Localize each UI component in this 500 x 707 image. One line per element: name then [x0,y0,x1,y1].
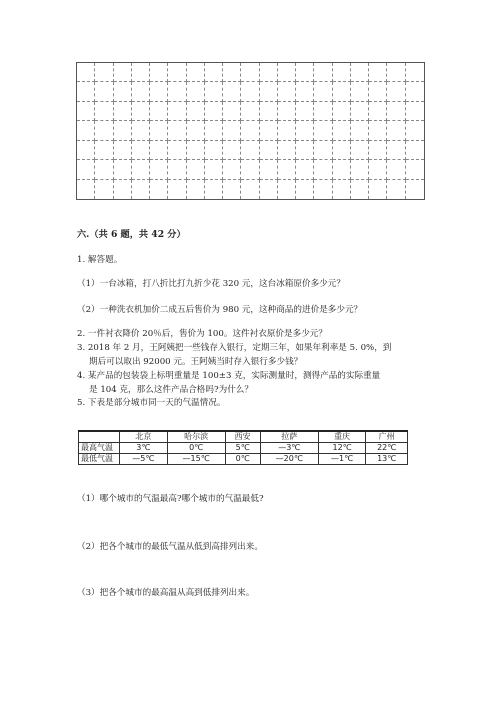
grid-cell [278,121,296,140]
temperature-cell: 22℃ [366,443,408,454]
grid-cell [296,180,314,199]
grid-cell [77,102,95,121]
grid-cell [205,82,223,101]
grid-cell [114,102,132,121]
grid-cell [278,102,296,121]
grid-cell [223,180,241,199]
grid-cell [168,121,186,140]
grid-cell [351,160,369,179]
grid-cell [114,160,132,179]
grid-cell [168,180,186,199]
grid-cell [168,63,186,82]
grid-cell [205,102,223,121]
temperature-cell: 0℃ [167,443,225,454]
grid-cell [241,102,259,121]
grid-cell [278,63,296,82]
grid-cell [369,102,387,121]
grid-cell [95,102,113,121]
grid-cell [241,121,259,140]
grid-cell [314,180,332,199]
grid-cell [223,63,241,82]
city-header: 西安 [225,431,260,443]
grid-cell [187,180,205,199]
grid-cell [150,121,168,140]
grid-cell [260,82,278,101]
grid-cell [132,102,150,121]
grid-cell [223,82,241,101]
grid-cell [406,82,424,101]
grid-cell [114,180,132,199]
grid-cell [223,121,241,140]
grid-cell [114,63,132,82]
grid-cell [150,63,168,82]
grid-cell [260,180,278,199]
grid-cell [260,141,278,160]
grid-cell [205,63,223,82]
grid-cell [369,160,387,179]
grid-cell [260,160,278,179]
grid-cell [241,160,259,179]
grid-cell [223,102,241,121]
question-4-line-2: 是 104 克，那么这件产品合格吗?为什么？ [89,385,253,395]
grid-cell [205,160,223,179]
grid-cell [278,160,296,179]
grid-cell [314,102,332,121]
grid-cell [77,82,95,101]
temperature-cell: 5℃ [225,443,260,454]
section-heading: 六.（共 6 题，共 42 分） [77,229,186,240]
grid-cell [333,160,351,179]
grid-cell [314,141,332,160]
grid-cell [95,180,113,199]
grid-cell [351,63,369,82]
table-header-row [79,431,408,443]
grid-cell [296,102,314,121]
grid-cell [333,121,351,140]
grid-cell [150,82,168,101]
grid-cell [150,180,168,199]
grid-cell [406,102,424,121]
grid-cell [296,63,314,82]
grid-cell [114,141,132,160]
grid-cell [150,141,168,160]
grid-cell [278,82,296,101]
question-4-line-1: 4. 某产品的包装袋上标明重量是 100±3 克，实际测量时，测得产品的实际重量 [77,371,381,381]
grid-cell [314,160,332,179]
grid-cell [387,160,405,179]
city-header: 北京 [120,431,168,443]
city-header: 广州 [366,431,408,443]
question-1-part-2: （2）一种洗衣机加价二成五后售价为 980 元，这种商品的进价是多少元？ [77,305,363,315]
grid-cell [260,63,278,82]
grid-cell [187,82,205,101]
grid-cell [132,141,150,160]
grid-cell [168,160,186,179]
question-1-title: 1. 解答题。 [77,255,123,265]
grid-cell [369,141,387,160]
grid-cell [150,160,168,179]
grid-cell [406,63,424,82]
grid-cell [333,63,351,82]
table-row [79,454,408,465]
grid-cell [95,82,113,101]
grid-cell [132,160,150,179]
grid-cell [132,180,150,199]
grid-cell [77,121,95,140]
question-5-part-1: （1）哪个城市的气温最高?哪个城市的气温最低? [77,494,264,504]
temperature-cell: —20℃ [260,454,318,465]
grid-cell [387,141,405,160]
grid-cell [369,82,387,101]
grid-cell [95,141,113,160]
grid-cell [278,141,296,160]
grid-cell [351,82,369,101]
grid-cell [351,121,369,140]
grid-cell [77,180,95,199]
grid-cell [95,63,113,82]
grid-cell [333,141,351,160]
question-5-part-2: （2）把各个城市的最低气温从低到高排列出来。 [77,542,263,552]
grid-cell [314,82,332,101]
grid-cell [351,141,369,160]
temperature-cell: —3℃ [260,443,318,454]
grid-cell [205,121,223,140]
grid-cell [223,141,241,160]
table-corner-cell [79,431,120,443]
grid-cell [223,160,241,179]
grid-cell [132,121,150,140]
grid-cell [351,180,369,199]
grid-cell [114,82,132,101]
grid-cell [95,121,113,140]
question-3-line-1: 3. 2018 年 2 月，王阿姨把一些钱存入银行，定期三年，如果年利率是 5. 0%，到 [77,343,392,353]
grid-cell [168,82,186,101]
grid-cell [77,160,95,179]
grid-cell [260,102,278,121]
grid-cell [187,160,205,179]
grid-cell [333,102,351,121]
grid-cell [369,121,387,140]
temperature-cell: —1℃ [318,454,366,465]
temperature-cell: 13℃ [366,454,408,465]
row-label: 最低气温 [79,454,120,465]
grid-cell [187,121,205,140]
grid-cell [387,121,405,140]
grid-cell [387,180,405,199]
city-header: 哈尔滨 [167,431,225,443]
table-row [79,443,408,454]
grid-cell [296,82,314,101]
temperature-cell: 3℃ [120,443,168,454]
temperature-cell: 0℃ [225,454,260,465]
city-header: 拉萨 [260,431,318,443]
temperature-cell: 12℃ [318,443,366,454]
grid-cell [369,180,387,199]
question-3-line-2: 期后可以取出 92000 元。王阿姨当时存入银行多少钱？ [89,357,303,367]
grid-cell [205,180,223,199]
temperature-cell: —5℃ [120,454,168,465]
grid-cell [150,102,168,121]
grid-cell [187,141,205,160]
grid-cell [333,82,351,101]
grid-cell [187,63,205,82]
grid-cell [333,180,351,199]
temperature-table [78,430,408,465]
grid-cell [241,82,259,101]
grid-cell [205,141,223,160]
grid-cell [387,82,405,101]
grid-cell [296,121,314,140]
grid-cell [296,160,314,179]
grid-cell [241,63,259,82]
grid-cell [296,141,314,160]
grid-cell [387,102,405,121]
grid-cell [406,160,424,179]
question-5-title: 5. 下表是部分城市同一天的气温情况。 [77,398,226,408]
grid-cell [406,141,424,160]
grid-cell [77,141,95,160]
question-5-part-3: （3）把各个城市的最高温从高到低排列出来。 [77,588,255,598]
grid-cell [314,63,332,82]
grid-cell [187,102,205,121]
grid-cell [168,102,186,121]
grid-cell [114,121,132,140]
question-1-part-1: （1）一台冰箱，打八折比打九折少花 320 元，这台冰箱原价多少元？ [77,279,345,289]
row-label: 最高气温 [79,443,120,454]
grid-cell [351,102,369,121]
grid-cell [132,82,150,101]
grid-cell [132,63,150,82]
question-2: 2. 一件衬衣降价 20％后，售价为 100。这件衬衣原价是多少元？ [77,329,327,339]
grid-cell [314,121,332,140]
grid-cell [406,121,424,140]
grid-cell [77,63,95,82]
grid-cell [387,63,405,82]
grid-cell [241,141,259,160]
grid-cell [168,141,186,160]
writing-grid [76,62,425,200]
grid-cell [278,180,296,199]
grid-cell [260,121,278,140]
grid-cell [406,180,424,199]
grid-cell [369,63,387,82]
temperature-cell: —15℃ [167,454,225,465]
grid-cell [241,180,259,199]
city-header: 重庆 [318,431,366,443]
grid-cell [95,160,113,179]
